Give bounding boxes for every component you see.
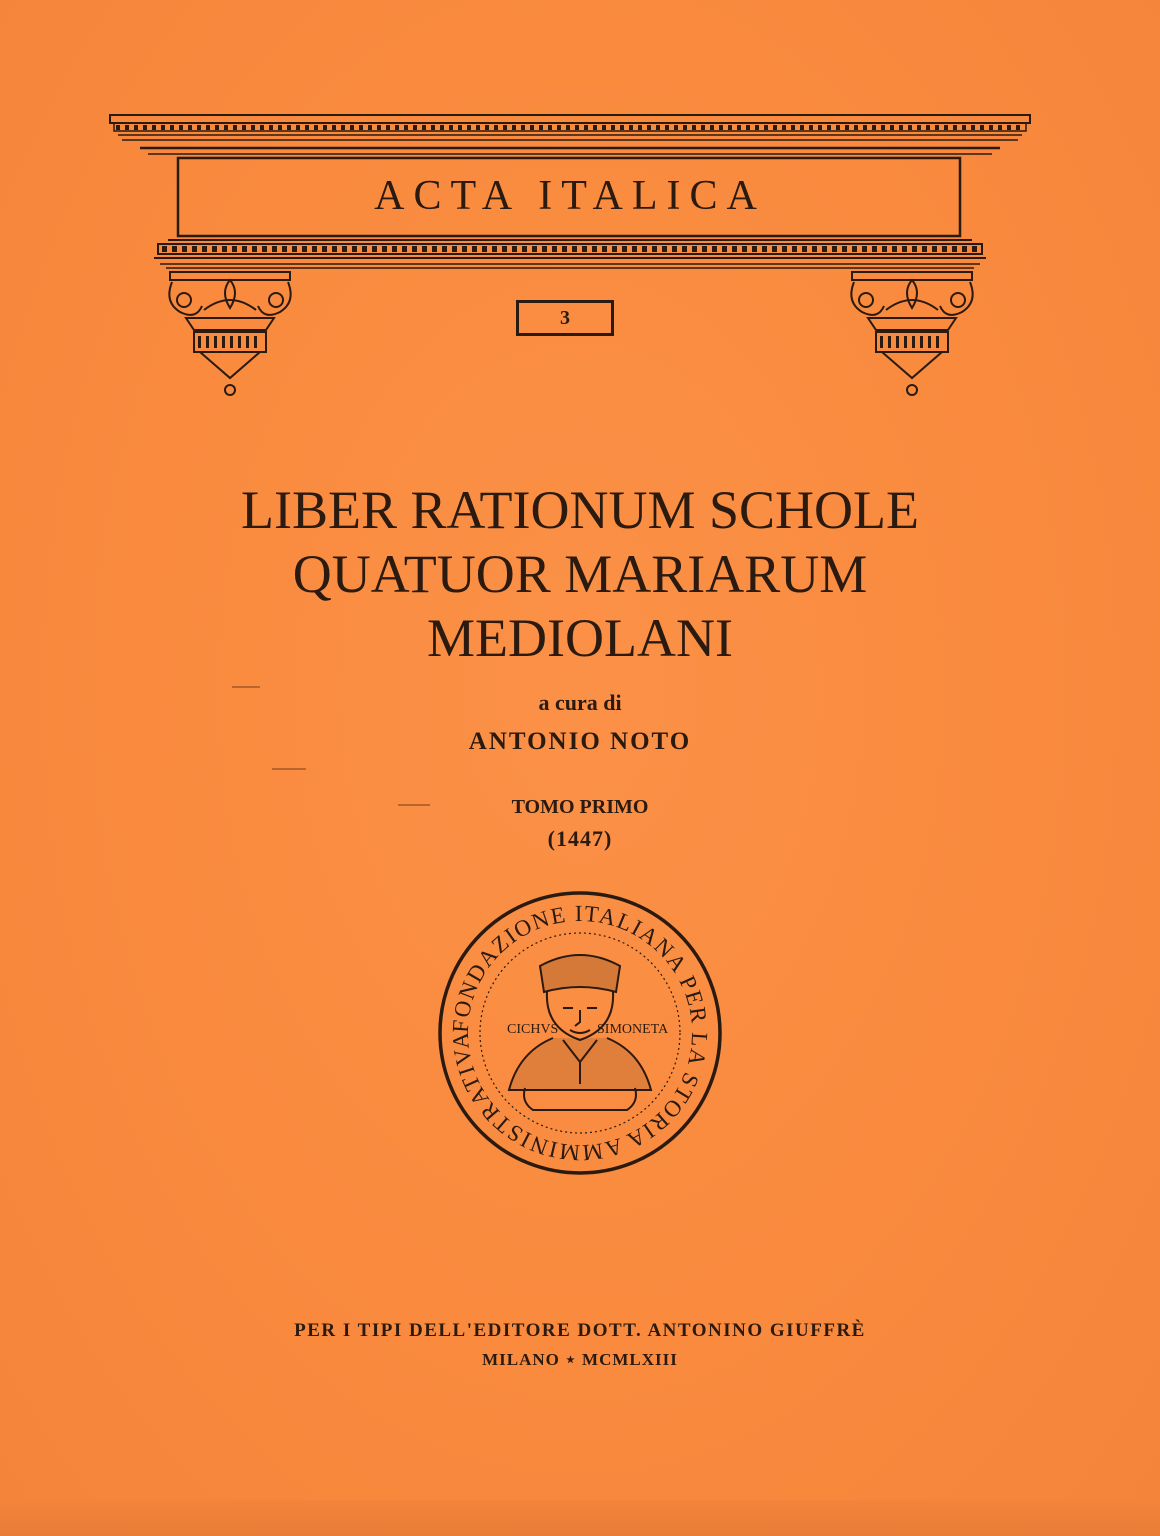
- dentil-ornament: [134, 125, 138, 130]
- dentil-ornament: [302, 246, 307, 252]
- dentil-ornament: [449, 125, 453, 130]
- dentil-ornament: [928, 336, 931, 348]
- dentil-ornament: [170, 125, 174, 130]
- dentil-ornament: [222, 246, 227, 252]
- dentil-ornament: [242, 125, 246, 130]
- dentil-ornament: [172, 246, 177, 252]
- dentil-ornament: [592, 246, 597, 252]
- dentil-ornament: [472, 246, 477, 252]
- dentil-ornament: [352, 246, 357, 252]
- dentil-ornament: [737, 125, 741, 130]
- editor-name: ANTONIO NOTO: [468, 728, 692, 755]
- dentil-ornament: [764, 125, 768, 130]
- dentil-ornament: [972, 246, 977, 252]
- dentil-ornament: [932, 246, 937, 252]
- dentil-ornament: [1016, 125, 1020, 130]
- dentil-ornament: [182, 246, 187, 252]
- dentil-ornament: [971, 125, 975, 130]
- paper-speck: [398, 804, 430, 806]
- dentil-ornament: [287, 125, 291, 130]
- dentil-ornament: [162, 246, 167, 252]
- dentil-ornament: [238, 336, 241, 348]
- dentil-ornament: [188, 125, 192, 130]
- dentil-ornament: [742, 246, 747, 252]
- dentil-ornament: [842, 246, 847, 252]
- dentil-ornament: [539, 125, 543, 130]
- dentil-ornament: [632, 246, 637, 252]
- dentil-ornament: [278, 125, 282, 130]
- book-title-line-3: MEDIOLANI: [427, 608, 733, 668]
- dentil-ornament: [942, 246, 947, 252]
- dentil-ornament: [622, 246, 627, 252]
- dentil-ornament: [809, 125, 813, 130]
- dentil-ornament: [642, 246, 647, 252]
- dentil-ornament: [442, 246, 447, 252]
- seal-ring-text: FONDAZIONE ITALIANA PER LA STORIA AMMINISTRATIVA: [447, 900, 713, 1166]
- dentil-ornament: [902, 246, 907, 252]
- dentil-ornament: [674, 125, 678, 130]
- dentil-ornament: [722, 246, 727, 252]
- dentil-ornament: [359, 125, 363, 130]
- dentil-ornament: [386, 125, 390, 130]
- dentil-ornament: [782, 246, 787, 252]
- dentil-ornament: [818, 125, 822, 130]
- dentil-ornament: [254, 336, 257, 348]
- dentil-ornament: [512, 125, 516, 130]
- dentil-ornament: [683, 125, 687, 130]
- dentil-ornament: [800, 125, 804, 130]
- architectural-frieze-ornament: [100, 100, 1040, 410]
- dentil-ornament: [602, 125, 606, 130]
- dentil-ornament: [404, 125, 408, 130]
- dentil-ornament: [202, 246, 207, 252]
- dentil-ornament: [832, 246, 837, 252]
- dentil-ornament: [322, 246, 327, 252]
- dentil-ornament: [214, 336, 217, 348]
- dentil-ornament: [212, 246, 217, 252]
- dentil-ornament: [372, 246, 377, 252]
- dentil-ornament: [224, 125, 228, 130]
- dentil-ornament: [620, 125, 624, 130]
- cover-bottom-edge: [0, 1500, 1160, 1536]
- dentil-ornament: [656, 125, 660, 130]
- dentil-ornament: [422, 246, 427, 252]
- dentil-ornament: [382, 246, 387, 252]
- dentil-ornament: [350, 125, 354, 130]
- dentil-ornament: [230, 336, 233, 348]
- dentil-ornament: [881, 125, 885, 130]
- dentil-ornament: [485, 125, 489, 130]
- dentil-ornament: [791, 125, 795, 130]
- publisher-line: PER I TIPI DELL'EDITORE DOTT. ANTONINO GIUFFRÈ: [294, 1320, 866, 1341]
- dentil-ornament: [532, 246, 537, 252]
- dentil-ornament: [215, 125, 219, 130]
- dentil-ornament: [782, 125, 786, 130]
- dentil-ornament: [989, 125, 993, 130]
- dentil-ornament: [692, 125, 696, 130]
- seal-left-name: CICHVS: [507, 1022, 559, 1037]
- dentil-ornament: [962, 125, 966, 130]
- dentil-ornament: [332, 125, 336, 130]
- paper-speck: [272, 768, 306, 770]
- dentil-ornament: [222, 336, 225, 348]
- dentil-ornament: [926, 125, 930, 130]
- dentil-ornament: [863, 125, 867, 130]
- dentil-ornament: [395, 125, 399, 130]
- dentil-ornament: [662, 246, 667, 252]
- dentil-ornament: [161, 125, 165, 130]
- book-title: [100, 478, 1060, 670]
- dentil-ornament: [922, 246, 927, 252]
- dentil-ornament: [998, 125, 1002, 130]
- dentil-ornament: [822, 246, 827, 252]
- series-title: ACTA ITALICA: [374, 173, 766, 219]
- dentil-ornament: [611, 125, 615, 130]
- dentil-ornament: [953, 125, 957, 130]
- dentil-ornament: [732, 246, 737, 252]
- dentil-ornament: [920, 336, 923, 348]
- dentil-ornament: [233, 125, 237, 130]
- dentil-ornament: [638, 125, 642, 130]
- dentil-ornament: [116, 125, 120, 130]
- dentil-ornament: [452, 246, 457, 252]
- dentil-ornament: [413, 125, 417, 130]
- foundation-seal-emblem: [435, 888, 725, 1178]
- dentil-ornament: [888, 336, 891, 348]
- dentil-ornament: [566, 125, 570, 130]
- dentil-ornament: [503, 125, 507, 130]
- dentil-ornament: [899, 125, 903, 130]
- dentil-ornament: [458, 125, 462, 130]
- dentil-ornament: [197, 125, 201, 130]
- book-title-line-1: LIBER RATIONUM SCHOLE: [240, 480, 919, 540]
- dentil-ornament: [252, 246, 257, 252]
- dentil-ornament: [1007, 125, 1011, 130]
- dentil-ornament: [882, 246, 887, 252]
- dentil-ornament: [854, 125, 858, 130]
- dentil-ornament: [282, 246, 287, 252]
- dentil-ornament: [752, 246, 757, 252]
- dentil-ornament: [773, 125, 777, 130]
- dentil-ornament: [612, 246, 617, 252]
- dentil-ornament: [296, 125, 300, 130]
- dentil-ornament: [692, 246, 697, 252]
- dentil-ornament: [522, 246, 527, 252]
- dentil-ornament: [179, 125, 183, 130]
- dentil-ornament: [944, 125, 948, 130]
- dentil-ornament: [312, 246, 317, 252]
- dentil-ornament: [892, 246, 897, 252]
- dentil-ornament: [935, 125, 939, 130]
- dentil-ornament: [152, 125, 156, 130]
- dentil-ornament: [672, 246, 677, 252]
- dentil-ornament: [467, 125, 471, 130]
- dentil-ornament: [952, 246, 957, 252]
- dentil-ornament: [852, 246, 857, 252]
- dentil-ornament: [206, 125, 210, 130]
- dentil-ornament: [292, 246, 297, 252]
- dentil-ornament: [260, 125, 264, 130]
- dentil-ornament: [552, 246, 557, 252]
- dentil-ornament: [602, 246, 607, 252]
- dentil-ornament: [557, 125, 561, 130]
- dentil-ornament: [377, 125, 381, 130]
- dentil-ornament: [836, 125, 840, 130]
- dentil-ornament: [332, 246, 337, 252]
- dentil-ornament: [272, 246, 277, 252]
- dentil-ornament: [432, 246, 437, 252]
- dentil-ornament: [251, 125, 255, 130]
- dentil-ornament: [728, 125, 732, 130]
- dentil-ornament: [701, 125, 705, 130]
- dentil-ornament: [542, 246, 547, 252]
- dentil-ornament: [492, 246, 497, 252]
- dentil-ornament: [512, 246, 517, 252]
- dentil-ornament: [242, 246, 247, 252]
- dentil-ornament: [772, 246, 777, 252]
- dentil-ornament: [652, 246, 657, 252]
- dentil-ornament: [342, 246, 347, 252]
- dentil-ornament: [530, 125, 534, 130]
- dentil-ornament: [936, 336, 939, 348]
- dentil-ornament: [912, 246, 917, 252]
- dentil-ornament: [494, 125, 498, 130]
- dentil-ornament: [125, 125, 129, 130]
- dentil-ornament: [629, 125, 633, 130]
- tomo-label: TOMO PRIMO: [511, 796, 649, 818]
- dentil-ornament: [198, 336, 201, 348]
- dentil-ornament: [232, 246, 237, 252]
- dentil-ornament: [431, 125, 435, 130]
- dentil-ornament: [904, 336, 907, 348]
- dentil-ornament: [323, 125, 327, 130]
- dentil-ornament: [584, 125, 588, 130]
- dentil-ornament: [762, 246, 767, 252]
- dentil-ornament: [647, 125, 651, 130]
- publisher-imprint: MILANO ⋆ MCMLXIII: [482, 1350, 678, 1369]
- dentil-ornament: [575, 125, 579, 130]
- dentil-ornament: [482, 246, 487, 252]
- dentil-ornament: [755, 125, 759, 130]
- dentil-ornament: [980, 125, 984, 130]
- dentil-ornament: [143, 125, 147, 130]
- dentil-ornament: [917, 125, 921, 130]
- dentil-ornament: [462, 246, 467, 252]
- dentil-ornament: [262, 246, 267, 252]
- dentil-ornament: [890, 125, 894, 130]
- dentil-ornament: [362, 246, 367, 252]
- dentil-ornament: [521, 125, 525, 130]
- dentil-ornament: [269, 125, 273, 130]
- dentil-ornament: [341, 125, 345, 130]
- book-title-line-2: QUATUOR MARIARUM: [292, 544, 868, 604]
- dentil-ornament: [502, 246, 507, 252]
- dentil-ornament: [712, 246, 717, 252]
- dentil-ornament: [582, 246, 587, 252]
- dentil-ornament: [962, 246, 967, 252]
- dentil-ornament: [246, 336, 249, 348]
- dentil-ornament: [314, 125, 318, 130]
- dentil-ornament: [368, 125, 372, 130]
- dentil-ornament: [665, 125, 669, 130]
- dentil-ornament: [422, 125, 426, 130]
- dentil-ornament: [402, 246, 407, 252]
- dentil-ornament: [792, 246, 797, 252]
- dentil-ornament: [862, 246, 867, 252]
- dentil-ornament: [440, 125, 444, 130]
- dentil-ornament: [880, 336, 883, 348]
- dentil-ornament: [710, 125, 714, 130]
- dentil-ornament: [746, 125, 750, 130]
- dentil-ornament: [562, 246, 567, 252]
- dentil-ornament: [206, 336, 209, 348]
- dentil-ornament: [572, 246, 577, 252]
- dentil-ornament: [912, 336, 915, 348]
- dentil-ornament: [872, 246, 877, 252]
- volume-number-box: 3: [516, 300, 614, 336]
- dentil-ornament: [392, 246, 397, 252]
- paper-speck: [232, 686, 260, 688]
- dentil-ornament: [305, 125, 309, 130]
- dentil-ornament: [719, 125, 723, 130]
- seal-right-name: SIMONETA: [597, 1022, 669, 1037]
- dentil-ornament: [702, 246, 707, 252]
- dentil-ornament: [896, 336, 899, 348]
- year-label: (1447): [547, 826, 613, 851]
- dentil-ornament: [593, 125, 597, 130]
- dentil-ornament: [908, 125, 912, 130]
- dentil-ornament: [872, 125, 876, 130]
- dentil-ornament: [412, 246, 417, 252]
- dentil-ornament: [827, 125, 831, 130]
- dentil-ornament: [476, 125, 480, 130]
- dentil-ornament: [682, 246, 687, 252]
- curated-by-label: a cura di: [538, 690, 622, 715]
- dentil-ornament: [845, 125, 849, 130]
- dentil-ornament: [812, 246, 817, 252]
- dentil-ornament: [802, 246, 807, 252]
- dentil-ornament: [548, 125, 552, 130]
- dentil-ornament: [192, 246, 197, 252]
